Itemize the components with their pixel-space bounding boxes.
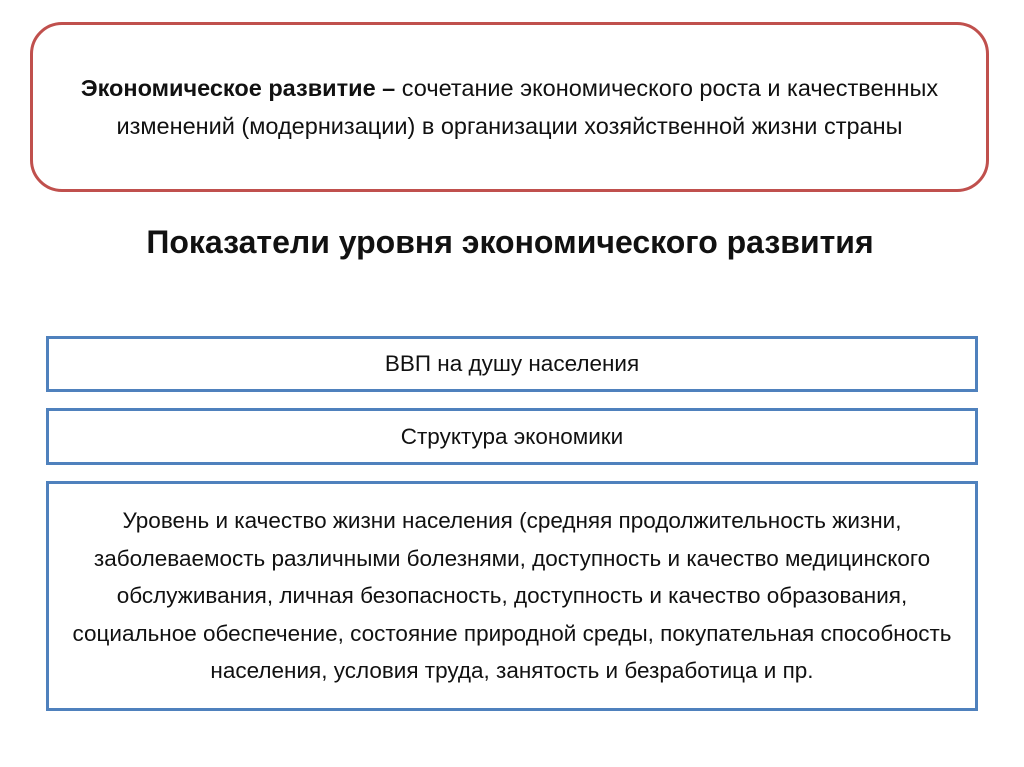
indicator-label: Уровень и качество жизни населения (средняя продолжительность жизни, заболеваемость различными болезнями, доступность и качество медицинского обслуживания, личная безопасность, доступность и качество образования, социальное обеспечение, состояние природной среды, покупательная способность населения, условия труда, занятость и безработица и пр. xyxy=(72,508,952,684)
page-title: Показатели уровня экономического развития xyxy=(146,224,874,260)
definition-box xyxy=(30,22,989,192)
definition-term: Экономическое развитие – xyxy=(80,75,396,101)
indicator-quality-of-life xyxy=(46,481,978,711)
definition-body: сочетание экономического роста и качественных изменений (модернизации) в организации хозяйственной жизни страны xyxy=(116,75,939,139)
definition-text xyxy=(57,69,962,145)
indicator-label: ВВП на душу населения xyxy=(384,351,640,376)
indicator-gdp-per-capita xyxy=(46,336,978,392)
indicator-economy-structure xyxy=(46,408,978,465)
indicator-label: Структура экономики xyxy=(400,423,624,449)
